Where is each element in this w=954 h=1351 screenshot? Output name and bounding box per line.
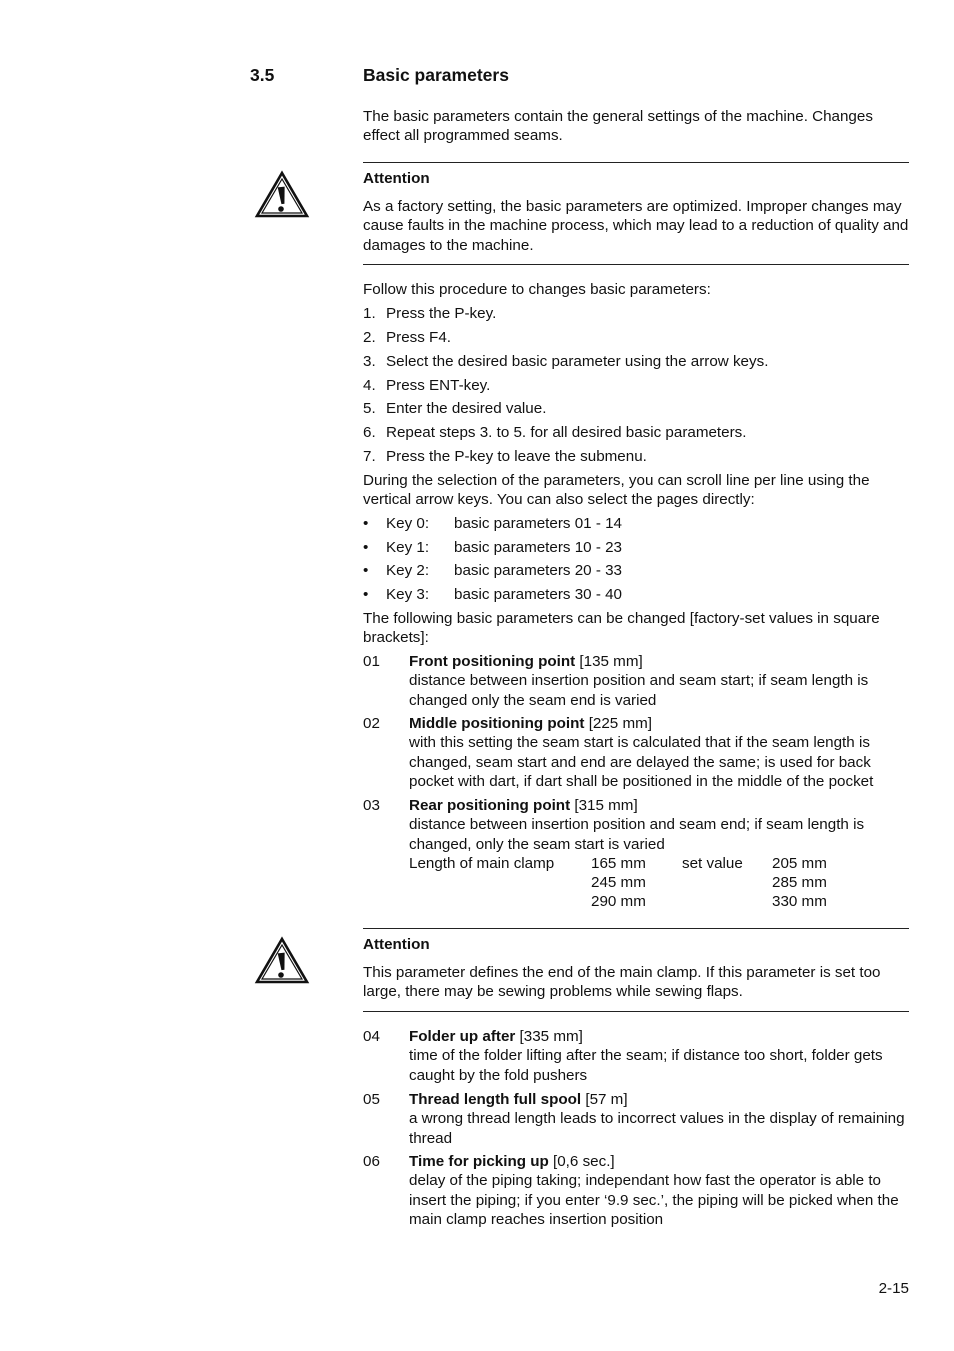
parameter-description: with this setting the seam start is calculated that if the seam length is changed, seam start and end are delayed the same; is used for back pocket with dart, if dart shall be positioned in the middle of the pocket bbox=[409, 734, 874, 791]
parameter-name: Middle positioning point bbox=[409, 715, 585, 732]
procedure-step bbox=[363, 352, 909, 371]
procedure-intro: Follow this procedure to changes basic parameters: bbox=[363, 281, 711, 298]
clamp-length-value: 245 mm bbox=[591, 874, 646, 891]
divider bbox=[363, 162, 909, 163]
params-intro: The following basic parameters can be changed [factory-set values in square brackets]: bbox=[363, 610, 880, 647]
step-number: 1. bbox=[363, 305, 376, 322]
warning-triangle-icon bbox=[254, 170, 310, 218]
clamp-length-label: Length of main clamp bbox=[409, 855, 555, 872]
attention-heading: Attention bbox=[363, 170, 430, 187]
divider bbox=[363, 928, 909, 929]
parameter-number: 01 bbox=[363, 653, 380, 670]
parameter-number: 03 bbox=[363, 797, 380, 814]
key-label: Key 0: bbox=[386, 515, 430, 532]
bullet: • bbox=[363, 539, 369, 556]
set-value: 285 mm bbox=[772, 874, 827, 891]
parameter-number: 02 bbox=[363, 715, 380, 732]
divider bbox=[363, 1011, 909, 1012]
step-number: 5. bbox=[363, 400, 376, 417]
parameter-name: Thread length full spool bbox=[409, 1091, 582, 1108]
step-text: Repeat steps 3. to 5. for all desired basic parameters. bbox=[386, 424, 747, 441]
step-number: 6. bbox=[363, 424, 376, 441]
attention-text: This parameter defines the end of the main clamp. If this parameter is set too large, there may be sewing problems while sewing flaps. bbox=[363, 964, 881, 1001]
parameter-description: a wrong thread length leads to incorrect values in the display of remaining thread bbox=[409, 1110, 905, 1147]
parameter-description: time of the folder lifting after the seam; if distance too short, folder gets caught by the fold pushers bbox=[409, 1047, 883, 1084]
key-range: basic parameters 10 - 23 bbox=[454, 539, 622, 556]
step-number: 4. bbox=[363, 377, 376, 394]
intro-paragraph: The basic parameters contain the general settings of the machine. Changes effect all programmed seams. bbox=[363, 108, 873, 145]
parameter-name: Time for picking up bbox=[409, 1153, 549, 1170]
section-title: Basic parameters bbox=[363, 65, 509, 85]
key-range: basic parameters 20 - 33 bbox=[454, 562, 622, 579]
set-value: 330 mm bbox=[772, 893, 827, 910]
bullet: • bbox=[363, 586, 369, 603]
procedure-step bbox=[363, 447, 909, 466]
procedure-step bbox=[363, 304, 909, 323]
parameter-name: Front positioning point bbox=[409, 653, 576, 670]
procedure-step bbox=[363, 423, 909, 442]
bullet: • bbox=[363, 562, 369, 579]
parameter-default: [57 m] bbox=[581, 1091, 628, 1108]
step-text: Press the P-key to leave the submenu. bbox=[386, 448, 647, 465]
parameter-number: 04 bbox=[363, 1028, 380, 1045]
parameter-name: Rear positioning point bbox=[409, 797, 571, 814]
set-value: 205 mm bbox=[772, 855, 827, 872]
key-label: Key 1: bbox=[386, 539, 430, 556]
divider bbox=[363, 264, 909, 265]
clamp-length-value: 290 mm bbox=[591, 893, 646, 910]
procedure-step bbox=[363, 376, 909, 395]
parameter-number: 05 bbox=[363, 1091, 380, 1108]
step-text: Press the P-key. bbox=[386, 305, 497, 322]
parameter-default: [315 mm] bbox=[570, 797, 638, 814]
section-number: 3.5 bbox=[250, 65, 275, 85]
warning-triangle-icon bbox=[254, 936, 310, 984]
parameter-default: [0,6 sec.] bbox=[548, 1153, 615, 1170]
parameter-number: 06 bbox=[363, 1153, 380, 1170]
key-range: basic parameters 01 - 14 bbox=[454, 515, 622, 532]
step-text: Select the desired basic parameter using the arrow keys. bbox=[386, 353, 769, 370]
key-range: basic parameters 30 - 40 bbox=[454, 586, 622, 603]
page-number: 2-15 bbox=[878, 1280, 909, 1297]
step-number: 3. bbox=[363, 353, 376, 370]
step-number: 7. bbox=[363, 448, 376, 465]
procedure-step bbox=[363, 399, 909, 418]
attention-text: As a factory setting, the basic parameters are optimized. Improper changes may cause faults in the machine process, which may lead to a reduction of quality and damages to the machine. bbox=[363, 198, 909, 254]
parameter-default: [225 mm] bbox=[584, 715, 652, 732]
parameter-default: [335 mm] bbox=[515, 1028, 583, 1045]
clamp-length-value: 165 mm bbox=[591, 855, 646, 872]
parameter-description: distance between insertion position and seam end; if seam length is changed, only the seam start is varied bbox=[409, 816, 865, 853]
bullet: • bbox=[363, 515, 369, 532]
parameter-description: delay of the piping taking; independant how fast the operator is able to insert the piping; if you enter ‘9.9 sec.’, the piping will be picked when the main clamp reaches insertion position bbox=[409, 1172, 899, 1229]
parameter-default: [135 mm] bbox=[575, 653, 643, 670]
step-text: Enter the desired value. bbox=[386, 400, 547, 417]
procedure-step bbox=[363, 328, 909, 347]
scroll-note: During the selection of the parameters, you can scroll line per line using the vertical arrow keys. You can also select the pages directly: bbox=[363, 472, 870, 509]
step-number: 2. bbox=[363, 329, 376, 346]
key-label: Key 2: bbox=[386, 562, 430, 579]
parameter-description: distance between insertion position and seam start; if seam length is changed only the seam end is varied bbox=[409, 672, 869, 709]
parameter-name: Folder up after bbox=[409, 1028, 516, 1045]
key-label: Key 3: bbox=[386, 586, 430, 603]
step-text: Press F4. bbox=[386, 329, 451, 346]
attention-heading: Attention bbox=[363, 936, 430, 953]
step-text: Press ENT-key. bbox=[386, 377, 491, 394]
clamp-length-table bbox=[409, 854, 909, 914]
set-value-label: set value bbox=[682, 855, 743, 872]
